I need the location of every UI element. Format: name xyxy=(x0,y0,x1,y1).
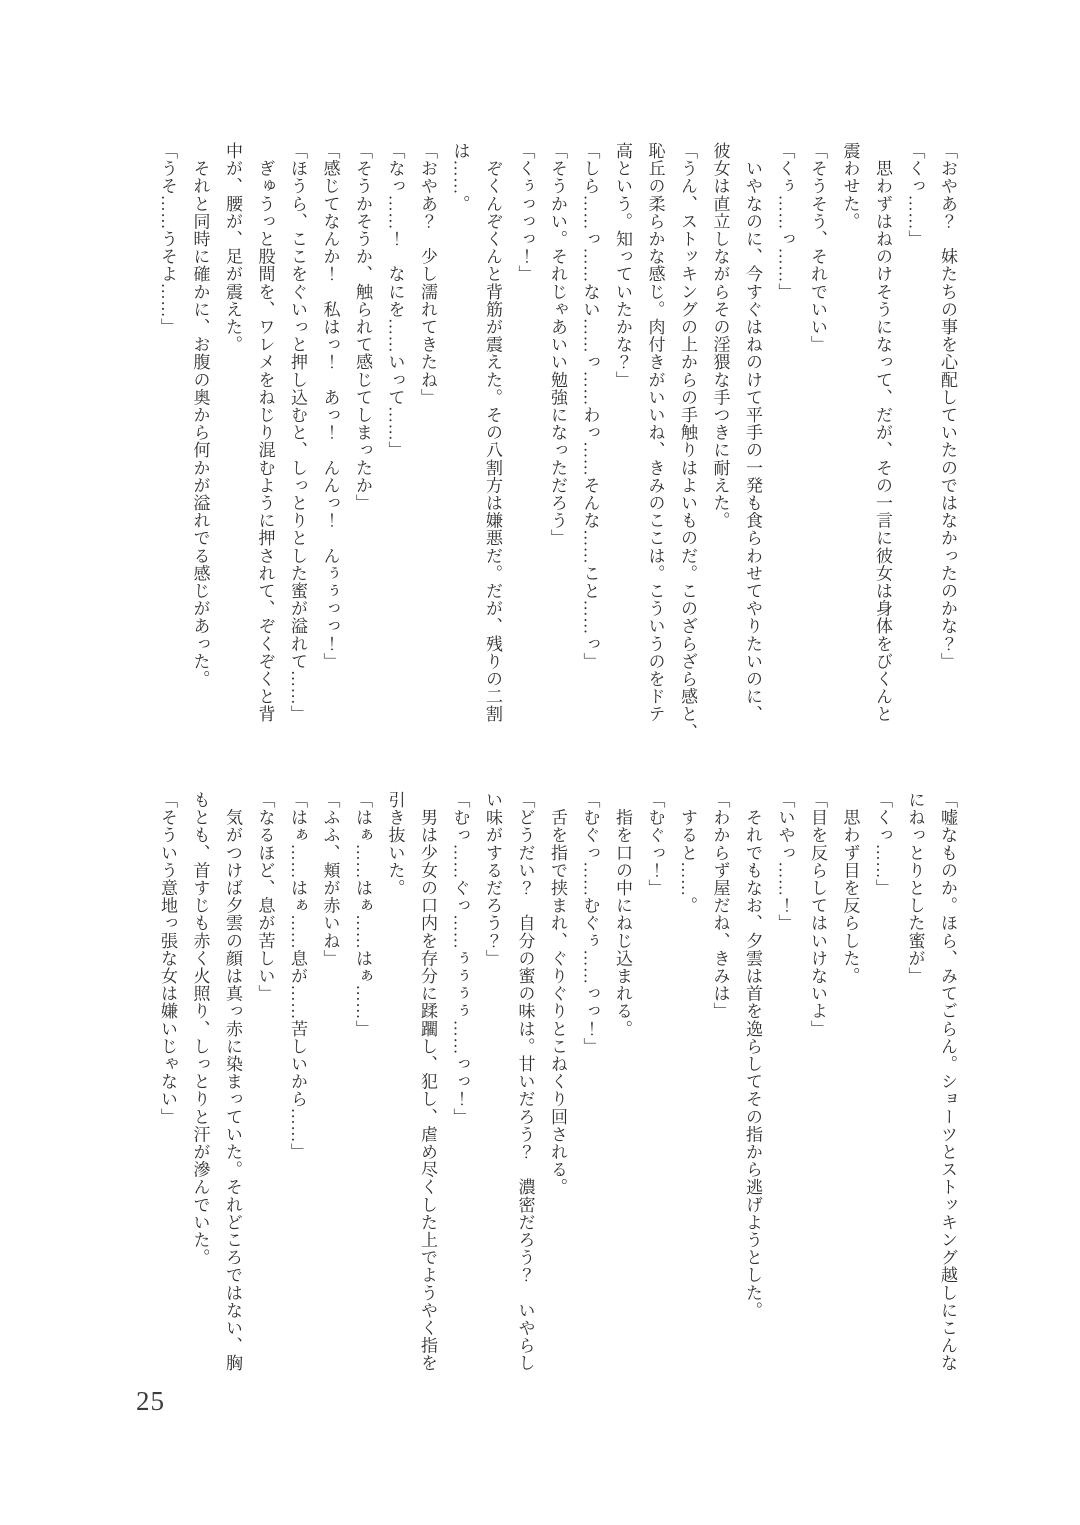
text-line: 高という。知っていたかな？」 xyxy=(613,142,632,389)
text-line: 「そうそう、それでいい」 xyxy=(808,142,827,354)
text-line: 「なるほど、息が苦しい」 xyxy=(255,791,275,1003)
text-line: 彼女は直立しながらその淫猥な手つきに耐えた。 xyxy=(710,142,730,530)
text-line: 「目を反らしてはいけないよ」 xyxy=(808,791,827,1038)
text-line: 思わずはねのけそうになって、だが、その一言に彼女は身体をびくんと xyxy=(873,142,892,723)
text-line: すると……。 xyxy=(678,791,697,915)
text-line: 「むぐっ！」 xyxy=(645,791,665,897)
text-line: それと同時に確かに、お腹の奥から何かが溢れでる感じがあった。 xyxy=(190,142,210,688)
text-line: 「むっ……ぐっ……ぅぅぅぅ……っっ！」 xyxy=(450,791,470,1126)
text-line: いやなのに、今すぐはねのけて平手の一発も食らわせてやりたいのに、 xyxy=(743,142,762,723)
text-line: 「うん、ストッキングの上からの手触りはよいものだ。このざらざら感と、 xyxy=(678,142,697,741)
text-line: 「くぅ……っ……」 xyxy=(775,142,795,301)
text-line: 引き抜いた。 xyxy=(385,791,405,897)
page-number: 25 xyxy=(136,1386,165,1416)
text-line: ぎゅうっと股間を、ワレメをねじり混むように押されて、ぞくぞくと背 xyxy=(255,142,275,723)
text-line: 「なっ……！ なにを……いって……」 xyxy=(385,142,405,459)
text-line: 「くっ……」 xyxy=(873,791,892,897)
text-line: 「しら……っ……ない……っ……わっ……そんな……こと……っ」 xyxy=(580,142,600,670)
text-line: 震わせた。 xyxy=(840,142,860,230)
text-line: 「はぁ……はぁ……息が……苦しいから……」 xyxy=(288,791,307,1161)
text-line: 「いやっ……！」 xyxy=(775,791,795,932)
text-line: 「おやあ？ 少し濡れてきたね」 xyxy=(418,142,437,406)
text-line: 「ふふ、頬が赤いね」 xyxy=(320,791,340,967)
text-line: 「はぁ……はぁ……はぁ……」 xyxy=(353,791,372,1038)
text-line: もとも、首すじも赤く火照り、しっとりと汗が滲んでいた。 xyxy=(190,791,210,1267)
text-line: 男は少女の口内を存分に蹂躙し、犯し、虐め尽くした上でようやく指を xyxy=(418,791,437,1372)
text-line: 「わからず屋だね、きみは」 xyxy=(710,791,730,1020)
text-line: ぞくんぞくんと背筋が震えた。その八割方は嫌悪だ。だが、残りの二割 xyxy=(483,142,502,723)
text-line: 「くっ……」 xyxy=(905,142,925,248)
text-line: 「くぅっっっ！」 xyxy=(515,142,535,283)
text-line: 「どうだい？ 自分の蜜の味は。甘いだろう？ 濃密だろう？ いやらし xyxy=(515,791,535,1372)
text-line: 中が、腰が、足が震えた。 xyxy=(223,142,242,354)
text-line: 「そうかそうか、触られて感じてしまったか」 xyxy=(353,142,372,512)
text-line: 舌を指で挟まれ、ぐりぐりとこねくり回される。 xyxy=(548,791,567,1196)
text-line: 思わず目を反らした。 xyxy=(840,791,860,985)
text-block-lower xyxy=(151,791,964,1395)
text-line: 「感じてなんか！ 私はっ！ あっ！ んんっ！ んぅぅっっ！」 xyxy=(320,142,340,670)
text-line: 「そうかい。それじゃあいい勉強になっただろう」 xyxy=(548,142,567,547)
text-line: 「むぐっ……むぐぅ……っっ！」 xyxy=(580,791,600,1055)
text-line: 「嘘なものか。ほら、みてごらん。ショーツとストッキング越しにこんな xyxy=(938,791,957,1372)
text-line: 「おやあ？ 妹たちの事を心配していたのではなかったのかな？」 xyxy=(938,142,957,670)
text-line: 指を口の中にねじ込まれる。 xyxy=(613,791,632,1038)
text-line: それでもなお、夕雲は首を逸らしてその指から逃げようとした。 xyxy=(743,791,762,1319)
text-line: い味がするだろう？」 xyxy=(483,791,502,967)
text-line: 「うそ……うそよ……」 xyxy=(158,142,177,336)
text-line: 「ほうら、ここをぐいっと押し込むと、しっとりとした蜜が溢れて……」 xyxy=(288,142,307,723)
text-line: にねっとりとした蜜が」 xyxy=(905,791,925,985)
text-block-upper xyxy=(151,142,964,746)
text-line: は……。 xyxy=(450,142,470,213)
text-line: 「そういう意地っ張な女は嫌いじゃない」 xyxy=(158,791,177,1126)
text-line: 気がつけば夕雲の顔は真っ赤に染まっていた。それどころではない、胸 xyxy=(223,791,242,1372)
text-line: 恥丘の柔らかな感じ。肉付きがいいね、きみのここは。こういうのをドテ xyxy=(645,142,665,723)
